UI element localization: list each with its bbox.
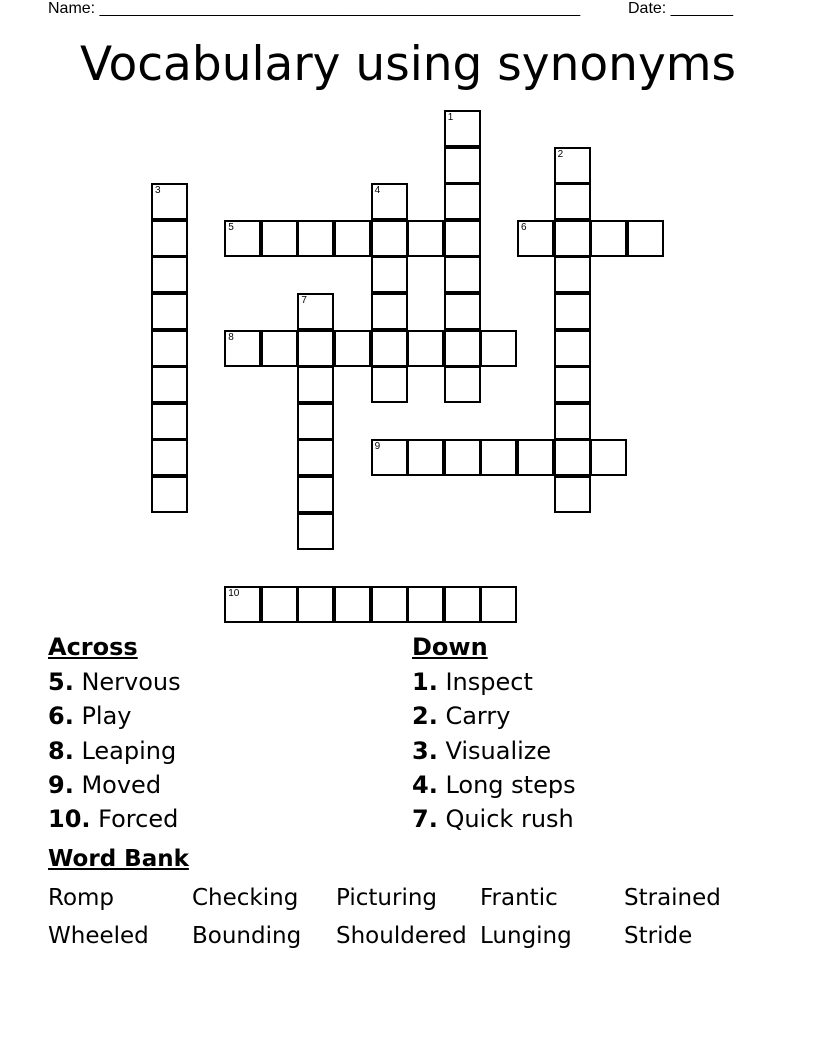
clue-number: 8 [228,331,234,343]
crossword-cell[interactable] [297,330,334,367]
date-field[interactable]: Date: _______ [628,0,733,17]
crossword-cell[interactable] [554,256,591,293]
crossword-cell[interactable] [297,293,334,330]
word-bank-word: Frantic [480,885,558,911]
crossword-cell[interactable] [407,330,444,367]
crossword-cell[interactable] [151,403,188,440]
word-bank-heading: Word Bank [48,846,189,872]
word-bank-word: Lunging [480,923,572,949]
crossword-cell[interactable] [261,330,298,367]
clue-text: Leaping [73,736,177,765]
crossword-cell[interactable] [151,366,188,403]
clue-number: 9 [374,441,381,453]
crossword-cell[interactable] [151,476,188,513]
crossword-cell[interactable] [261,220,298,257]
clue-number: 4 [374,185,381,197]
crossword-cell[interactable] [297,366,334,403]
crossword-cell[interactable] [627,220,664,257]
down-clue-list [412,665,576,836]
crossword-cell[interactable] [407,220,444,257]
crossword-cell[interactable] [444,439,481,476]
crossword-cell[interactable] [297,220,334,257]
clue-number-label: 7. [412,805,438,834]
crossword-cell[interactable] [297,439,334,476]
crossword-cell[interactable] [590,220,627,257]
crossword-cell[interactable] [371,220,408,257]
crossword-cell[interactable] [444,110,481,147]
crossword-cell[interactable] [590,439,627,476]
crossword-cell[interactable] [371,256,408,293]
crossword-cell[interactable] [554,183,591,220]
crossword-cell[interactable] [334,220,371,257]
crossword-cell[interactable] [224,220,261,257]
crossword-cell[interactable] [297,403,334,440]
crossword-cell[interactable] [334,330,371,367]
crossword-cell[interactable] [151,220,188,257]
clue-number: 7 [301,295,307,306]
crossword-cell[interactable] [151,330,188,367]
clue-number-label: 5. [48,668,74,696]
clue-number-label: 3. [412,736,438,765]
across-heading: Across [48,633,138,661]
word-bank-word: Picturing [336,885,438,911]
crossword-cell[interactable] [224,330,261,367]
clue-text: Quick rush [437,805,574,834]
crossword-cell[interactable] [444,330,481,367]
word-bank-word: Shouldered [336,923,467,949]
across-clue [48,699,181,733]
crossword-cell[interactable] [444,183,481,220]
crossword-cell[interactable] [297,586,334,623]
crossword-cell[interactable] [371,330,408,367]
crossword-cell[interactable] [554,439,591,476]
down-clue [412,802,576,836]
crossword-cell[interactable] [444,147,481,184]
crossword-cell[interactable] [554,147,591,184]
clue-number-label: 9. [48,770,74,799]
word-bank-word: Strained [624,885,721,911]
crossword-cell[interactable] [517,220,554,257]
down-clue [412,665,576,699]
across-clue [48,768,181,802]
clue-text: Moved [73,770,162,799]
clue-text: Play [73,702,132,731]
word-bank-word: Wheeled [48,923,149,949]
down-heading: Down [412,633,488,661]
clue-text: Long steps [437,770,576,799]
clue-text: Carry [437,702,511,731]
across-clue [48,802,181,836]
clue-number-label: 6. [48,702,74,731]
across-clue [48,665,181,699]
crossword-cell[interactable] [151,439,188,476]
word-bank-word: Romp [48,885,115,911]
across-clue [48,734,181,768]
crossword-cell[interactable] [151,183,188,220]
down-clue [412,768,576,802]
clue-text: Forced [90,805,179,834]
clue-number-label: 10. [48,805,91,834]
crossword-cell[interactable] [554,403,591,440]
crossword-cell[interactable] [334,586,371,623]
crossword-cell[interactable] [297,476,334,513]
crossword-cell[interactable] [554,220,591,257]
crossword-cell[interactable] [297,513,334,550]
crossword-cell[interactable] [224,586,261,623]
crossword-cell[interactable] [517,439,554,476]
crossword-cell[interactable] [407,586,444,623]
clue-number: 1 [447,112,454,123]
down-clue [412,699,576,733]
clue-number: 10 [228,587,240,599]
crossword-cell[interactable] [371,183,408,220]
crossword-cell[interactable] [151,293,188,330]
crossword-cell[interactable] [407,439,444,476]
clue-text: Visualize [437,736,552,765]
crossword-cell[interactable] [480,439,517,476]
crossword-cell[interactable] [444,293,481,330]
clue-number: 6 [521,221,527,233]
down-clue [412,734,576,768]
crossword-cell[interactable] [554,330,591,367]
word-bank-word: Checking [192,885,299,911]
crossword-cell[interactable] [554,366,591,403]
clue-text: Nervous [73,668,181,696]
clue-number: 2 [557,148,564,160]
crossword-cell[interactable] [371,586,408,623]
word-bank-word: Bounding [192,923,302,949]
crossword-cell[interactable] [480,586,517,623]
crossword-cell[interactable] [444,220,481,257]
clue-number-label: 1. [412,668,438,696]
clue-number: 3 [155,185,161,197]
clue-number-label: 4. [412,770,438,799]
crossword-cell[interactable] [480,330,517,367]
name-field[interactable]: Name: ______________________________________________________ [48,0,581,17]
clue-number-label: 2. [412,702,438,731]
crossword-cell[interactable] [371,293,408,330]
crossword-cell[interactable] [554,476,591,513]
clue-number-label: 8. [48,736,74,765]
across-clue-list [48,665,181,836]
clue-number: 5 [228,221,234,233]
word-bank-word: Stride [624,923,693,949]
crossword-cell[interactable] [261,586,298,623]
crossword-cell[interactable] [444,256,481,293]
crossword-cell[interactable] [371,366,408,403]
crossword-cell[interactable] [554,293,591,330]
crossword-cell[interactable] [444,586,481,623]
page-title: Vocabulary using synonyms [79,37,737,92]
crossword-cell[interactable] [371,439,408,476]
crossword-cell[interactable] [444,366,481,403]
crossword-cell[interactable] [151,256,188,293]
clue-text: Inspect [437,668,533,696]
